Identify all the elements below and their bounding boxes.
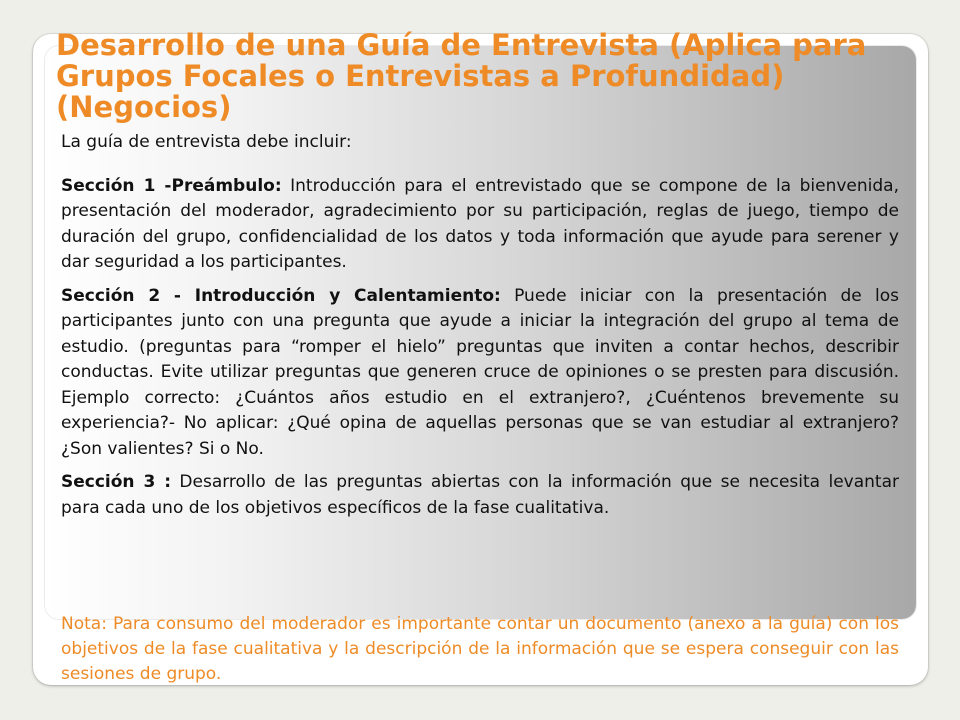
slide-body	[61, 130, 899, 529]
intro-text: La guía de entrevista debe incluir:	[61, 132, 352, 152]
slide-title: Desarrollo de una Guía de Entrevista (Aplica para Grupos Focales o Entrevistas a Profundidad) (Negocios)	[56, 28, 867, 124]
note-text: Nota: Para consumo del moderador es importante contar un documento (anexo a la guía) con los objetivos de la fase cualitativa y la descripción de la información que se espera conseguir con las sesiones de grupo.	[61, 614, 899, 684]
section-1-heading: Sección 1 -Preámbulo:	[61, 175, 282, 196]
section-3-text: Desarrollo de las preguntas abiertas con la información que se necesita levantar para cada uno de los objetivos específicos de la fase cualitativa.	[61, 472, 899, 518]
section-2-text: Puede iniciar con la presentación de los participantes junto con una pregunta que ayude a iniciar la integración del grupo al tema de estudio. (preguntas para “romper el hielo” preguntas que inviten a contar hechos, describir conductas. Evite utilizar preguntas que generen cruce de opiniones o se presten para discusión. Ejemplo correcto: ¿Cuántos años estudio en el extranjero?, ¿Cuéntenos brevemente su experiencia?- No aplicar: ¿Qué opina de aquellas personas que se van estudiar al extranjero? ¿Son valientes? Si o No.	[61, 285, 900, 459]
section-2-heading: Sección 2 - Introducción y Calentamiento:	[61, 285, 501, 306]
section-3-heading: Sección 3 :	[61, 472, 172, 492]
section-1-paragraph	[61, 174, 899, 276]
section-1-text: Introducción para el entrevistado que se compone de la bienvenida, presentación del moderador, agradecimiento por su participación, reglas de juego, tiempo de duración del grupo, confidencialidad de los datos y toda información que ayude para serener y dar seguridad a los participantes.	[61, 175, 899, 272]
section-2-paragraph	[61, 284, 899, 463]
section-3-paragraph	[61, 470, 899, 521]
